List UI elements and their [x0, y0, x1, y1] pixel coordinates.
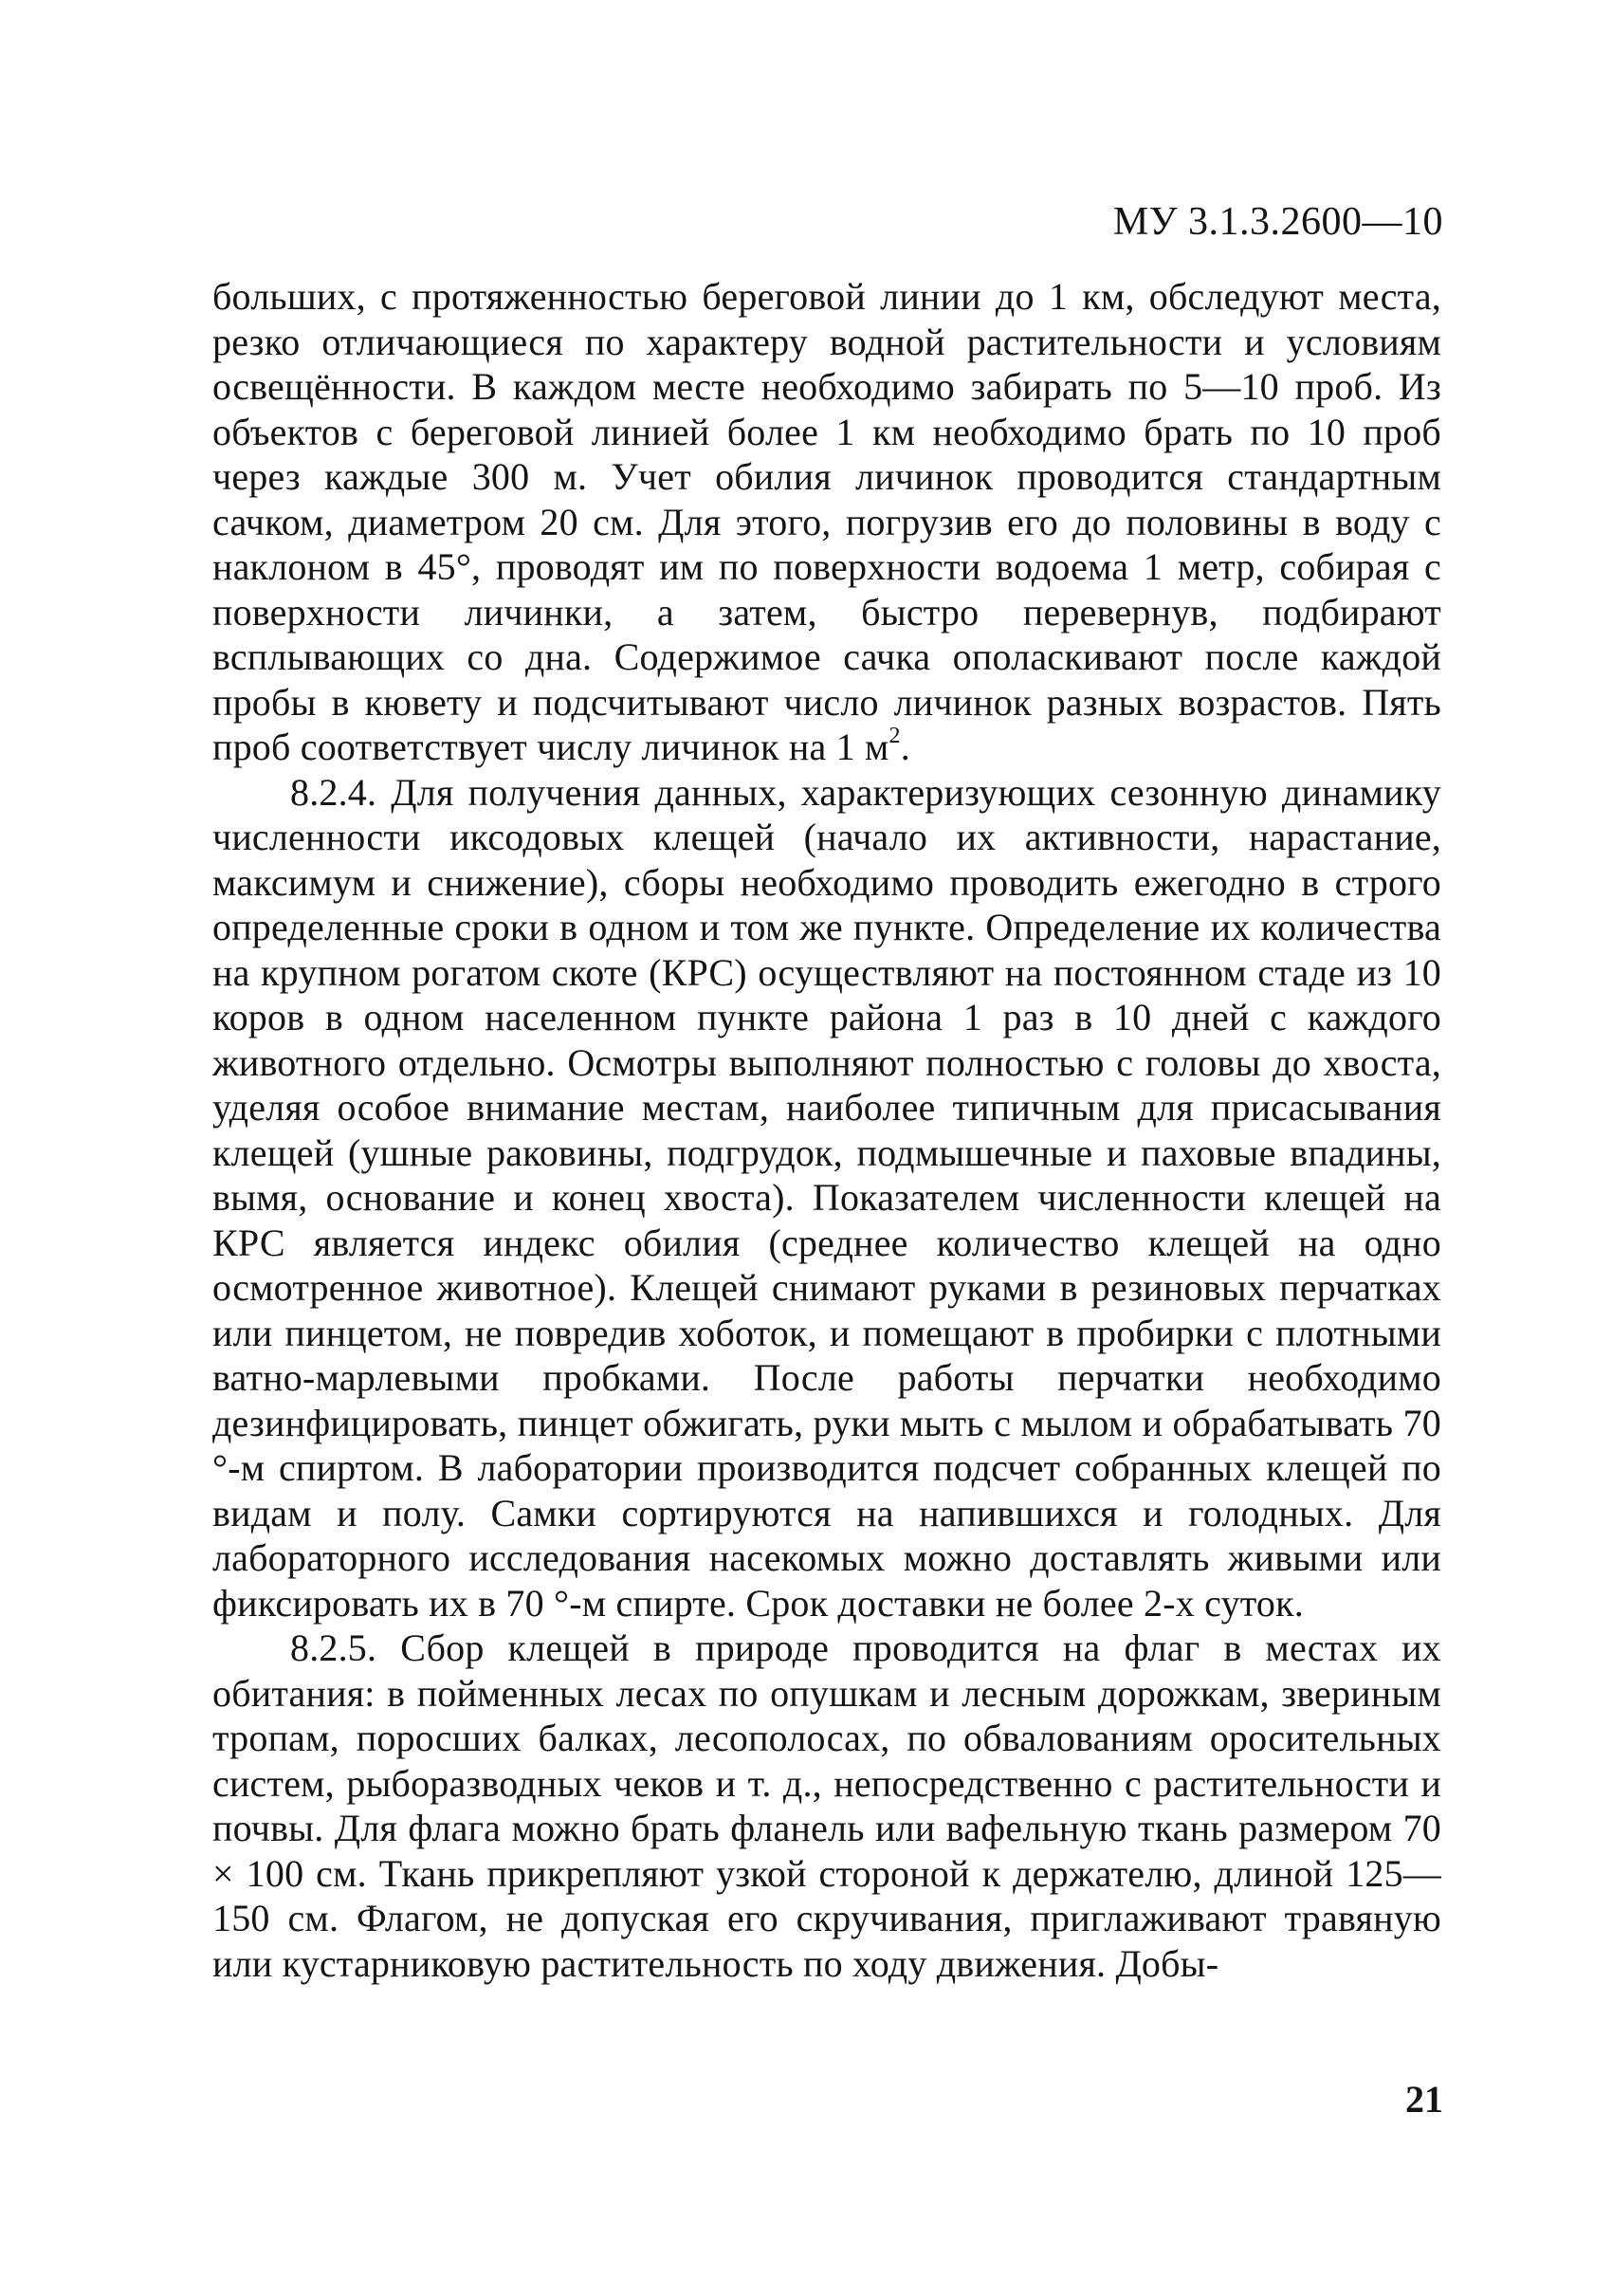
paragraph-text: больших, с протяженностью береговой линии до 1 км, обследуют места, резко отличающиеся по характеру водной растительности и условиям освещённости. В каждом месте необходимо забирать по 5—10 проб. Из объектов с береговой линией более 1 км необходимо брать по 10 проб через каждые 300 м. Учет обилия личинок проводится стандартным сачком, диаметром 20 см. Для этого, погрузив его до половины в воду с наклоном в 45°, проводят им по поверхности водоема 1 метр, собирая с поверхности личинки, а затем, быстро перевернув, подбирают всплывающих со дна. Содержимое сачка ополаскивают после каждой пробы в кювету и подсчитывают число личинок разных возрастов. Пять проб соответствует числу личинок на 1 м — [212, 275, 1441, 768]
paragraph-8-2-4: 8.2.4. Для получения данных, характеризующих сезонную динамику численности иксодовых клещей (начало их активности, нарастание, максимум и снижение), сборы необходимо проводить ежегодно в строго определенные сроки в одном и том же пункте. Определение их количества на крупном рогатом скоте (КРС) осуществляют на постоянном стаде из 10 коров в одном населенном пункте района 1 раз в 10 дней с каждого животного отдельно. Осмотры выполняют полностью с головы до хвоста, уделяя особое внимание местам, наиболее типичным для присасывания клещей (ушные раковины, подгрудок, подмышечные и паховые впадины, вымя, основание и конец хвоста). Показателем численности клещей на КРС является индекс обилия (среднее количество клещей на одно осмотренное животное). Клещей снимают руками в резиновых перчатках или пинцетом, не повредив хоботок, и помещают в пробирки с плотными ватно-марлевыми пробками. После работы перчатки необходимо дезинфицировать, пинцет обжигать, руки мыть с мылом и обрабатывать 70 °-м спиртом. В лаборатории производится подсчет собранных клещей по видам и полу. Самки сортируются на напившихся и голодных. Для лабораторного исследования насекомых можно доставлять живыми или фиксировать их в 70 °-м спирте. Срок доставки не более 2-х суток. — [212, 770, 1441, 1625]
paragraph-8-2-5: 8.2.5. Сбор клещей в природе проводится на флаг в местах их обитания: в пойменных лесах по опушкам и лесным дорожкам, звериным тропам, поросших балках, лесополосах, по обвалованиям оросительных систем, рыборазводных чеков и т. д., непосредственно с растительности и почвы. Для флага можно брать фланель или вафельную ткань размером 70 × 100 см. Ткань прикрепляют узкой стороной к держателю, длиной 125—150 см. Флагом, не допуская его скручивания, приглаживают травяную или кустарниковую растительность по ходу движения. Добы- — [212, 1626, 1441, 1985]
superscript: 2 — [888, 724, 901, 748]
page-number: 21 — [1405, 2078, 1443, 2121]
body-text — [212, 274, 1441, 1986]
paragraph-end: . — [900, 726, 910, 768]
paragraph-continuation — [212, 274, 1441, 770]
document-code: МУ 3.1.3.2600—10 — [1112, 200, 1443, 244]
